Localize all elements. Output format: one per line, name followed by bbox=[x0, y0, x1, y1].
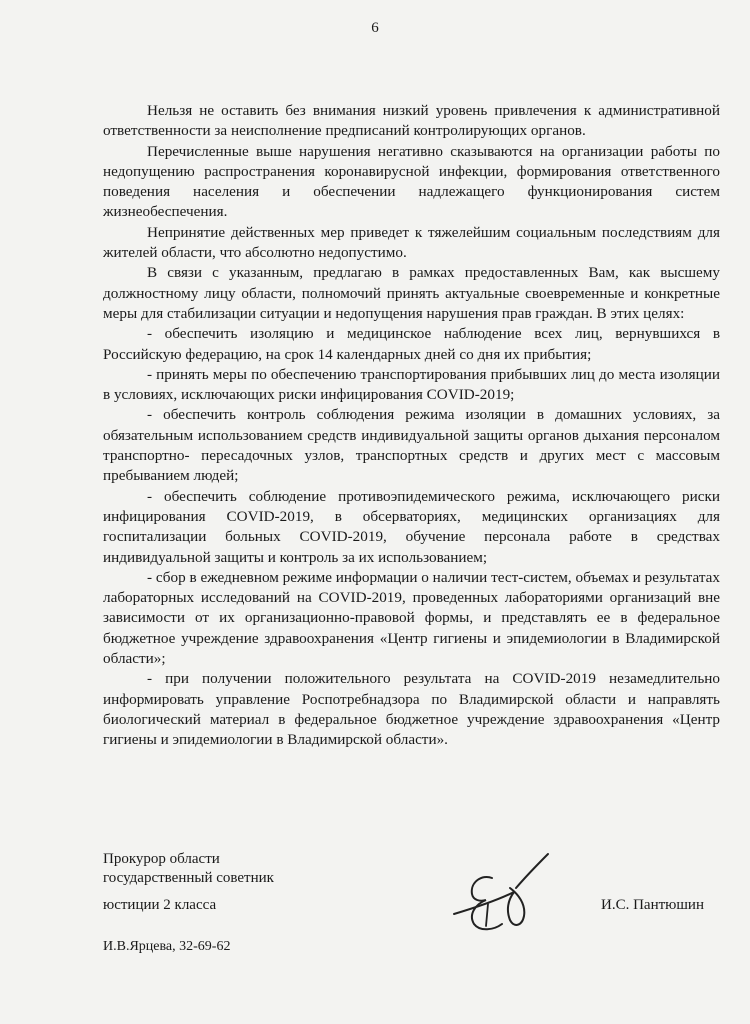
paragraph: В связи с указанным, предлагаю в рамках предоставленных Вам, как высшему должностному лицу области, полномочий принять актуальные своевременные и конкретные меры для стабилизации ситуации и недопущения нарушения прав граждан. В этих целях: bbox=[103, 264, 720, 322]
list-item: - принять меры по обеспечению транспортирования прибывших лиц до места изоляции в условиях, исключающих риски инфицирования COVID-2019; bbox=[103, 365, 720, 404]
list-item: - сбор в ежедневном режиме информации о наличии тест-систем, объемах и результатах лабораторных исследований на COVID-2019, проведенных лабораториями организаций вне зависимости от их организационно-правовой формы, и представлять ее в федеральное бюджетное учреждение здравоохранения «Центр гигиены и эпидемиологии в Владимирской области»; bbox=[103, 568, 720, 668]
executor-contact: И.В.Ярцева, 32-69-62 bbox=[103, 939, 231, 954]
signatory-name: И.С. Пантюшин bbox=[601, 897, 704, 913]
signatory-title-line: государственный советник bbox=[103, 870, 274, 886]
signatory-rank: юстиции 2 класса bbox=[103, 897, 217, 913]
handwritten-signature bbox=[448, 848, 558, 938]
page-number: 6 bbox=[371, 20, 379, 36]
list-item: - обеспечить соблюдение противоэпидемического режима, исключающего риски инфицирования COVID-2019, в обсерваториях, медицинских организациях для госпитализации больных COVID-2019, обучение персонала работе в средствах индивидуальной защиты и контроль за их использованием; bbox=[103, 487, 720, 566]
list-item: - обеспечить изоляцию и медицинское наблюдение всех лиц, вернувшихся в Российскую федерацию, на срок 14 календарных дней со дня их прибытия; bbox=[103, 325, 720, 363]
signatory-title bbox=[103, 850, 274, 888]
signatory-title-line: Прокурор области bbox=[103, 851, 220, 867]
list-item: - обеспечить контроль соблюдения режима изоляции в домашних условиях, за обязательным использованием средств индивидуальной защиты органов дыхания персоналом транспортно- пересадочных узлов, транспортных средств и других мест с массовым пребыванием людей; bbox=[103, 406, 720, 485]
document-body bbox=[103, 101, 720, 751]
paragraph: Нельзя не оставить без внимания низкий уровень привлечения к административной ответственности за неисполнение предписаний контролирующих органов. bbox=[103, 102, 720, 140]
list-item: - при получении положительного результата на COVID-2019 незамедлительно информировать управление Роспотребнадзора по Владимирской области и направлять биологический материал в федеральное бюджетное учреждение здравоохранения «Центр гигиены и эпидемиологии в Владимирской области». bbox=[103, 670, 720, 749]
paragraph: Непринятие действенных мер приведет к тяжелейшим социальным последствиям для жителей области, что абсолютно недопустимо. bbox=[103, 223, 720, 262]
paragraph: Перечисленные выше нарушения негативно сказываются на организации работы по недопущению распространения коронавирусной инфекции, формирования ответственного поведения населения и обеспечении надлежащего функционирования систем жизнеобеспечения. bbox=[103, 142, 720, 221]
